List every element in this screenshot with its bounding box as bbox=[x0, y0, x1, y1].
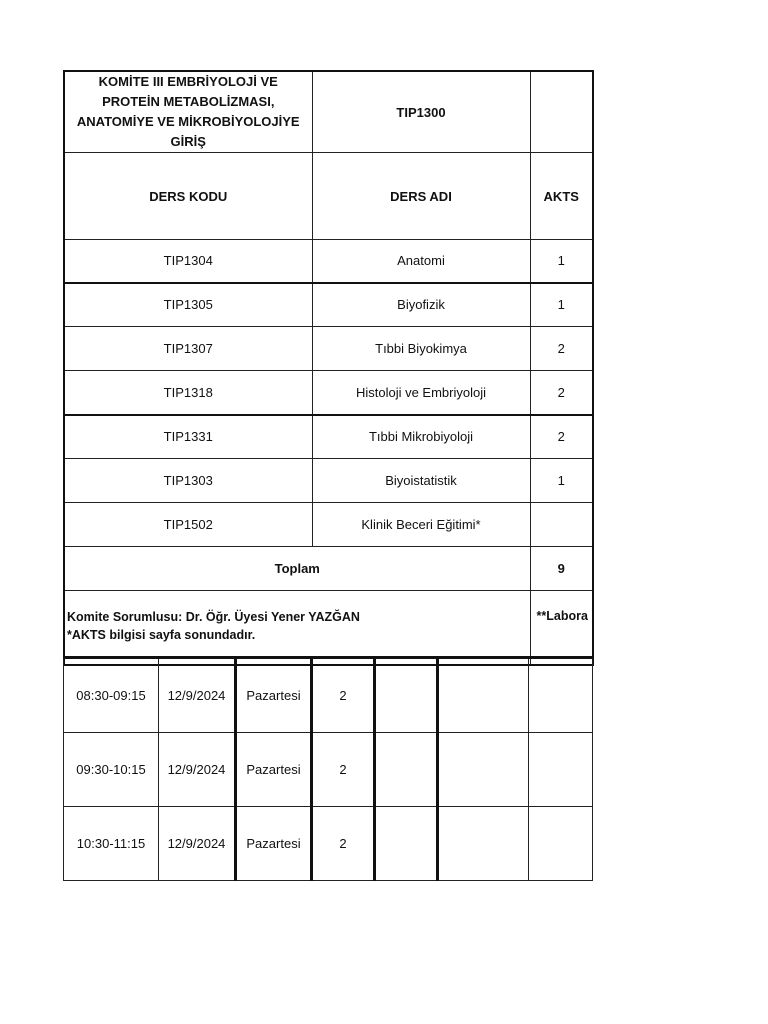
course-name: Klinik Beceri Eğitimi* bbox=[312, 503, 530, 547]
course-name: Histoloji ve Embriyoloji bbox=[312, 371, 530, 415]
course-table bbox=[63, 70, 594, 666]
schedule-time: 08:30-09:15 bbox=[64, 658, 159, 733]
komite-responsible-note: Komite Sorumlusu: Dr. Öğr. Üyesi Yener YAZĞAN bbox=[67, 610, 360, 624]
schedule-empty-cell bbox=[438, 733, 529, 807]
total-row bbox=[64, 547, 593, 591]
schedule-time: 10:30-11:15 bbox=[64, 807, 159, 881]
komite-code: TIP1300 bbox=[312, 71, 530, 153]
notes-cell bbox=[64, 591, 530, 665]
schedule-empty-cell bbox=[438, 658, 529, 733]
schedule-table bbox=[63, 656, 593, 881]
schedule-empty-cell bbox=[375, 658, 438, 733]
course-name: Anatomi bbox=[312, 240, 530, 283]
col-header-akts: AKTS bbox=[530, 153, 593, 240]
course-akts: 1 bbox=[530, 283, 593, 327]
schedule-time: 09:30-10:15 bbox=[64, 733, 159, 807]
schedule-empty-cell bbox=[375, 733, 438, 807]
table-row bbox=[64, 503, 593, 547]
course-code: TIP1303 bbox=[64, 459, 312, 503]
schedule-row bbox=[64, 807, 593, 881]
lab-note: **Labora bbox=[536, 609, 588, 623]
schedule-date: 12/9/2024 bbox=[159, 733, 236, 807]
course-akts bbox=[530, 503, 593, 547]
course-akts: 2 bbox=[530, 327, 593, 371]
schedule-row bbox=[64, 733, 593, 807]
course-code: TIP1305 bbox=[64, 283, 312, 327]
table-row bbox=[64, 240, 593, 283]
course-code: TIP1318 bbox=[64, 371, 312, 415]
schedule-count: 2 bbox=[312, 807, 375, 881]
schedule-count: 2 bbox=[312, 658, 375, 733]
course-name: Tıbbi Mikrobiyoloji bbox=[312, 415, 530, 459]
schedule-count: 2 bbox=[312, 733, 375, 807]
schedule-day: Pazartesi bbox=[236, 733, 312, 807]
course-akts: 1 bbox=[530, 459, 593, 503]
total-label: Toplam bbox=[64, 547, 530, 591]
col-header-name: DERS ADI bbox=[312, 153, 530, 240]
course-name: Biyofizik bbox=[312, 283, 530, 327]
table-row bbox=[64, 283, 593, 327]
course-name: Tıbbi Biyokimya bbox=[312, 327, 530, 371]
schedule-date: 12/9/2024 bbox=[159, 807, 236, 881]
table-row bbox=[64, 371, 593, 415]
schedule-row bbox=[64, 658, 593, 733]
table-row bbox=[64, 415, 593, 459]
schedule-empty-cell bbox=[375, 807, 438, 881]
course-code: TIP1307 bbox=[64, 327, 312, 371]
lab-note-cell bbox=[530, 591, 593, 665]
schedule-empty-cell bbox=[529, 807, 593, 881]
course-code: TIP1502 bbox=[64, 503, 312, 547]
schedule-day: Pazartesi bbox=[236, 807, 312, 881]
akts-note: *AKTS bilgisi sayfa sonundadır. bbox=[67, 628, 256, 642]
schedule-day: Pazartesi bbox=[236, 658, 312, 733]
total-value: 9 bbox=[530, 547, 593, 591]
column-header-row bbox=[64, 153, 593, 240]
schedule-empty-cell bbox=[529, 658, 593, 733]
course-code: TIP1331 bbox=[64, 415, 312, 459]
komite-title: KOMİTE III EMBRİYOLOJİ VE PROTEİN METABOLİZMASI, ANATOMİYE VE MİKROBİYOLOJİYE GİRİŞ bbox=[64, 71, 312, 153]
komite-header-row bbox=[64, 71, 593, 153]
komite-empty-cell bbox=[530, 71, 593, 153]
course-akts: 2 bbox=[530, 371, 593, 415]
schedule-empty-cell bbox=[529, 733, 593, 807]
table-row bbox=[64, 327, 593, 371]
course-name: Biyoistatistik bbox=[312, 459, 530, 503]
course-code: TIP1304 bbox=[64, 240, 312, 283]
table-row bbox=[64, 459, 593, 503]
schedule-date: 12/9/2024 bbox=[159, 658, 236, 733]
course-akts: 2 bbox=[530, 415, 593, 459]
course-akts: 1 bbox=[530, 240, 593, 283]
col-header-code: DERS KODU bbox=[64, 153, 312, 240]
schedule-empty-cell bbox=[438, 807, 529, 881]
notes-row bbox=[64, 591, 593, 665]
